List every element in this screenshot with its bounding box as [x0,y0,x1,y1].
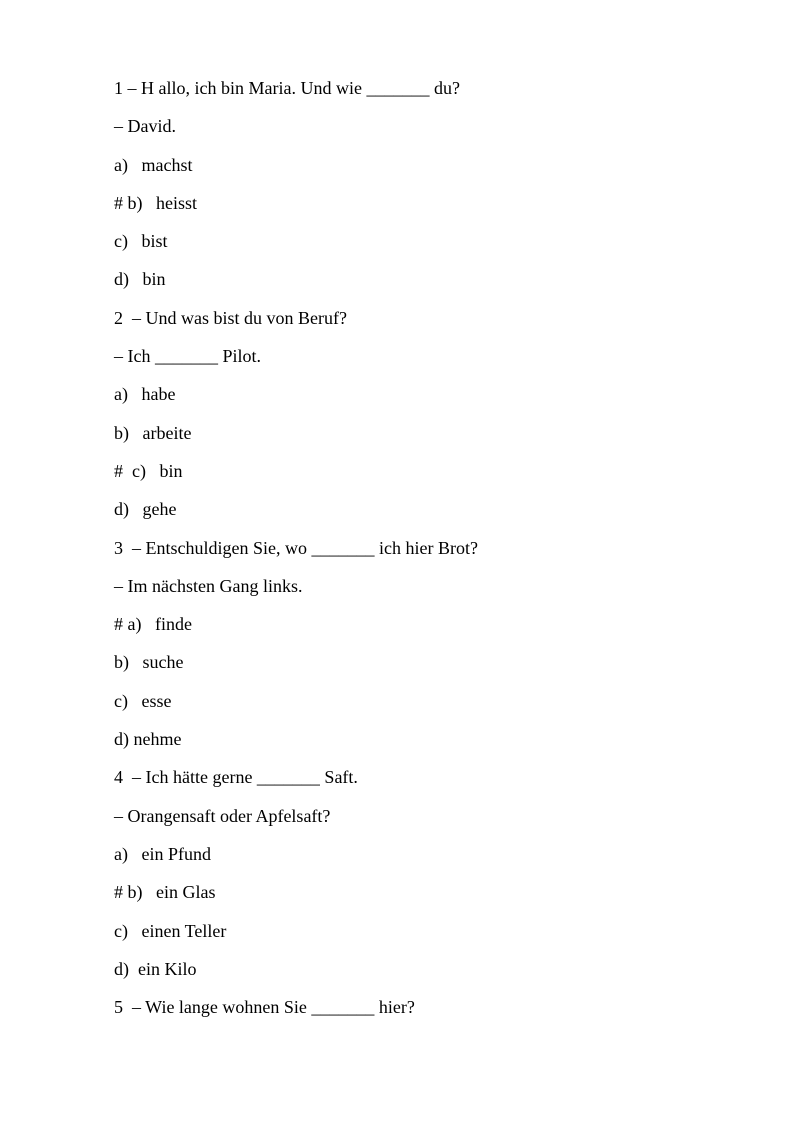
question-4-prompt: 4 – Ich hätte gerne _______ Saft. [114,767,358,788]
question-3-option-c: c) esse [114,690,172,711]
question-3-response: – Im nächsten Gang links. [114,575,303,596]
question-1-response: – David. [114,116,176,137]
question-1-prompt: 1 – H allo, ich bin Maria. Und wie _______ du? [114,78,460,98]
question-4-option-a: a) ein Pfund [114,843,211,864]
question-2-option-d: d) gehe [114,499,177,520]
question-3-option-a: # a) finde [114,614,192,635]
question-1-option-c: c) bist [114,231,168,252]
question-5-prompt: 5 – Wie lange wohnen Sie _______ hier? [114,997,415,1018]
question-2-option-a: a) habe [114,384,176,405]
question-4-option-d: d) ein Kilo [114,958,197,979]
question-4-response: – Orangensaft oder Apfelsaft? [114,805,331,826]
question-2-response: – Ich _______ Pilot. [114,346,261,367]
question-2-prompt: 2 – Und was bist du von Beruf? [114,307,347,328]
question-4-option-c: c) einen Teller [114,920,227,941]
question-4-option-b: # b) ein Glas [114,882,216,903]
question-3-prompt: 3 – Entschuldigen Sie, wo _______ ich hier Brot? [114,537,478,558]
quiz-content [114,76,734,1033]
question-2-option-b: b) arbeite [114,422,192,443]
question-1-option-d: d) bin [114,269,166,290]
question-1-option-a: a) machst [114,154,193,175]
question-3-option-b: b) suche [114,652,184,673]
question-3-option-d: d) nehme [114,729,182,750]
question-2-option-c: # c) bin [114,460,183,481]
question-1-option-b: # b) heisst [114,192,197,213]
